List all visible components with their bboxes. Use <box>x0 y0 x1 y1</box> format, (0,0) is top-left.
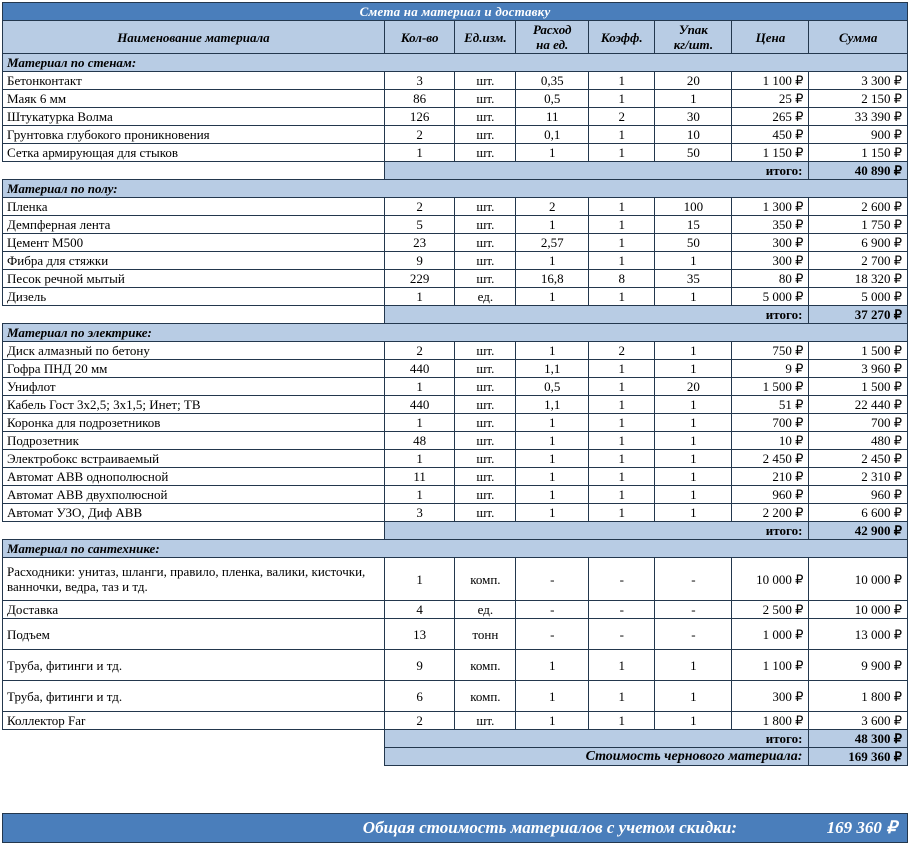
cell-name: Электробокс встраиваемый <box>3 450 385 468</box>
cell-rate: 0,5 <box>516 378 589 396</box>
cell-price: 750 ₽ <box>732 342 809 360</box>
cell-sum: 480 ₽ <box>809 432 908 450</box>
cell-rate: - <box>516 558 589 601</box>
cell-unit: шт. <box>455 378 516 396</box>
table-row <box>3 252 908 270</box>
cell-sum: 960 ₽ <box>809 486 908 504</box>
cell-coef: 2 <box>589 108 655 126</box>
cell-coef: 2 <box>589 342 655 360</box>
cell-coef: 1 <box>589 234 655 252</box>
cell-qty: 1 <box>384 558 455 601</box>
cell-price: 1 150 ₽ <box>732 144 809 162</box>
cell-qty: 3 <box>384 504 455 522</box>
cell-coef: 1 <box>589 360 655 378</box>
cell-qty: 9 <box>384 650 455 681</box>
cell-pack: 1 <box>655 342 732 360</box>
cell-name: Грунтовка глубокого проникновения <box>3 126 385 144</box>
cell-name: Труба, фитинги и тд. <box>3 650 385 681</box>
table-row <box>3 360 908 378</box>
cell-price: 1 800 ₽ <box>732 712 809 730</box>
cell-price: 80 ₽ <box>732 270 809 288</box>
section-header-row <box>3 54 908 72</box>
cell-name: Маяк 6 мм <box>3 90 385 108</box>
cell-price: 960 ₽ <box>732 486 809 504</box>
cell-sum: 1 500 ₽ <box>809 342 908 360</box>
cell-coef: 1 <box>589 468 655 486</box>
table-row <box>3 288 908 306</box>
grand-total-value: 169 360 ₽ <box>826 818 897 837</box>
cell-name: Дизель <box>3 288 385 306</box>
cell-coef: 1 <box>589 72 655 90</box>
cell-pack: 20 <box>655 72 732 90</box>
section-total-label: итого: <box>384 162 809 180</box>
column-header-name: Наименование материала <box>3 21 385 54</box>
table-row <box>3 234 908 252</box>
cell-pack: 1 <box>655 396 732 414</box>
estimate-body <box>3 3 908 766</box>
cell-price: 51 ₽ <box>732 396 809 414</box>
cell-sum: 1 500 ₽ <box>809 378 908 396</box>
cell-name: Труба, фитинги и тд. <box>3 681 385 712</box>
cell-qty: 13 <box>384 619 455 650</box>
cell-rate: 1 <box>516 144 589 162</box>
cell-sum: 1 150 ₽ <box>809 144 908 162</box>
cell-unit: шт. <box>455 414 516 432</box>
cell-coef: 1 <box>589 126 655 144</box>
cell-unit: шт. <box>455 342 516 360</box>
table-row <box>3 450 908 468</box>
cell-qty: 440 <box>384 360 455 378</box>
cell-pack: 15 <box>655 216 732 234</box>
cell-qty: 9 <box>384 252 455 270</box>
cell-unit: шт. <box>455 468 516 486</box>
cell-unit: комп. <box>455 650 516 681</box>
cell-pack: 1 <box>655 252 732 270</box>
cell-pack: 1 <box>655 504 732 522</box>
cell-name: Подъем <box>3 619 385 650</box>
cell-unit: шт. <box>455 504 516 522</box>
table-row <box>3 712 908 730</box>
column-header-qty: Кол-во <box>384 21 455 54</box>
table-title: Смета на материал и доставку <box>3 3 908 21</box>
cell-unit: ед. <box>455 601 516 619</box>
spacer-cell <box>3 162 385 180</box>
section-total-row <box>3 306 908 324</box>
cell-pack: 1 <box>655 288 732 306</box>
table-row <box>3 432 908 450</box>
section-header-row <box>3 540 908 558</box>
cell-rate: 1 <box>516 450 589 468</box>
cell-price: 300 ₽ <box>732 681 809 712</box>
cell-rate: 1,1 <box>516 360 589 378</box>
cell-coef: 1 <box>589 252 655 270</box>
table-row <box>3 342 908 360</box>
cell-qty: 2 <box>384 712 455 730</box>
spacer-cell <box>3 748 385 766</box>
cell-unit: шт. <box>455 108 516 126</box>
section-total-value: 48 300 ₽ <box>809 730 908 748</box>
cell-qty: 1 <box>384 378 455 396</box>
cell-sum: 13 000 ₽ <box>809 619 908 650</box>
spacer-cell <box>3 730 385 748</box>
cell-coef: 1 <box>589 396 655 414</box>
column-header-coef: Коэфф. <box>589 21 655 54</box>
cell-coef: 1 <box>589 712 655 730</box>
cell-unit: шт. <box>455 234 516 252</box>
cell-pack: 30 <box>655 108 732 126</box>
section-total-row <box>3 730 908 748</box>
cell-pack: 1 <box>655 712 732 730</box>
cell-price: 1 100 ₽ <box>732 72 809 90</box>
cell-sum: 2 600 ₽ <box>809 198 908 216</box>
cell-rate: 0,5 <box>516 90 589 108</box>
section-total-label: итого: <box>384 730 809 748</box>
cell-name: Пленка <box>3 198 385 216</box>
cell-qty: 5 <box>384 216 455 234</box>
cell-coef: 1 <box>589 288 655 306</box>
table-row <box>3 144 908 162</box>
cell-unit: комп. <box>455 558 516 601</box>
cell-price: 265 ₽ <box>732 108 809 126</box>
cell-name: Автомат АВВ однополюсной <box>3 468 385 486</box>
spacer-cell <box>3 306 385 324</box>
section-title: Материал по сантехнике: <box>3 540 908 558</box>
section-total-label: итого: <box>384 306 809 324</box>
cell-price: 210 ₽ <box>732 468 809 486</box>
cell-pack: 100 <box>655 198 732 216</box>
spacer-cell <box>3 522 385 540</box>
cell-sum: 3 300 ₽ <box>809 72 908 90</box>
cell-pack: 20 <box>655 378 732 396</box>
cell-sum: 2 150 ₽ <box>809 90 908 108</box>
cell-qty: 440 <box>384 396 455 414</box>
cell-qty: 1 <box>384 414 455 432</box>
cell-qty: 48 <box>384 432 455 450</box>
cell-pack: 50 <box>655 234 732 252</box>
cell-sum: 6 900 ₽ <box>809 234 908 252</box>
cell-unit: шт. <box>455 270 516 288</box>
cell-unit: шт. <box>455 198 516 216</box>
cell-unit: шт. <box>455 712 516 730</box>
cell-name: Коллектор Far <box>3 712 385 730</box>
cell-unit: шт. <box>455 216 516 234</box>
cell-price: 1 500 ₽ <box>732 378 809 396</box>
cell-rate: 1 <box>516 216 589 234</box>
cell-rate: 0,1 <box>516 126 589 144</box>
cell-rate: 1,1 <box>516 396 589 414</box>
table-row <box>3 486 908 504</box>
cell-rate: 1 <box>516 252 589 270</box>
cell-sum: 2 450 ₽ <box>809 450 908 468</box>
cell-pack: 1 <box>655 90 732 108</box>
cell-price: 25 ₽ <box>732 90 809 108</box>
table-row <box>3 681 908 712</box>
cell-pack: 50 <box>655 144 732 162</box>
cell-unit: шт. <box>455 450 516 468</box>
cell-price: 5 000 ₽ <box>732 288 809 306</box>
estimate-sheet <box>0 2 910 847</box>
cell-coef: - <box>589 601 655 619</box>
cell-coef: - <box>589 558 655 601</box>
cell-coef: 1 <box>589 216 655 234</box>
cell-unit: шт. <box>455 90 516 108</box>
cell-coef: 1 <box>589 450 655 468</box>
cell-sum: 1 750 ₽ <box>809 216 908 234</box>
cell-pack: 10 <box>655 126 732 144</box>
cell-name: Бетонконтакт <box>3 72 385 90</box>
cell-rate: 1 <box>516 504 589 522</box>
cell-coef: 1 <box>589 486 655 504</box>
cell-pack: 1 <box>655 468 732 486</box>
cell-sum: 2 700 ₽ <box>809 252 908 270</box>
cell-price: 450 ₽ <box>732 126 809 144</box>
table-title-row <box>3 3 908 21</box>
section-total-row <box>3 522 908 540</box>
cell-name: Кабель Гост 3х2,5; 3х1,5; Инет; ТВ <box>3 396 385 414</box>
cell-name: Демпферная лента <box>3 216 385 234</box>
table-row <box>3 396 908 414</box>
cell-pack: - <box>655 601 732 619</box>
cell-name: Гофра ПНД 20 мм <box>3 360 385 378</box>
cell-rate: 1 <box>516 468 589 486</box>
cell-rate: 1 <box>516 681 589 712</box>
cell-unit: шт. <box>455 432 516 450</box>
cell-name: Расходники: унитаз, шланги, правило, пленка, валики, кисточки, ванночки, ведра, таз и тд. <box>3 558 385 601</box>
cell-coef: 1 <box>589 144 655 162</box>
cell-coef: - <box>589 619 655 650</box>
cell-unit: шт. <box>455 252 516 270</box>
cell-qty: 126 <box>384 108 455 126</box>
cell-pack: 1 <box>655 650 732 681</box>
cell-price: 1 000 ₽ <box>732 619 809 650</box>
cell-rate: 1 <box>516 288 589 306</box>
section-header-row <box>3 180 908 198</box>
cell-coef: 1 <box>589 432 655 450</box>
section-header-row <box>3 324 908 342</box>
cell-qty: 23 <box>384 234 455 252</box>
cell-rate: 1 <box>516 486 589 504</box>
cell-name: Фибра для стяжки <box>3 252 385 270</box>
cell-unit: шт. <box>455 144 516 162</box>
cell-pack: 1 <box>655 360 732 378</box>
cell-coef: 1 <box>589 504 655 522</box>
rough-total-label: Стоимость чернового материала: <box>384 748 809 766</box>
table-row <box>3 198 908 216</box>
table-row <box>3 601 908 619</box>
cell-pack: - <box>655 558 732 601</box>
cell-price: 10 000 ₽ <box>732 558 809 601</box>
cell-price: 10 ₽ <box>732 432 809 450</box>
cell-sum: 700 ₽ <box>809 414 908 432</box>
cell-sum: 6 600 ₽ <box>809 504 908 522</box>
cell-price: 700 ₽ <box>732 414 809 432</box>
cell-qty: 2 <box>384 198 455 216</box>
rough-total-value: 169 360 ₽ <box>809 748 908 766</box>
cell-price: 2 200 ₽ <box>732 504 809 522</box>
table-header-row <box>3 21 908 54</box>
section-total-value: 40 890 ₽ <box>809 162 908 180</box>
cell-rate: 1 <box>516 414 589 432</box>
cell-price: 1 300 ₽ <box>732 198 809 216</box>
cell-pack: 1 <box>655 450 732 468</box>
section-total-value: 37 270 ₽ <box>809 306 908 324</box>
grand-total-banner <box>2 813 908 843</box>
cell-rate: 1 <box>516 650 589 681</box>
column-header-unit: Ед.изм. <box>455 21 516 54</box>
cell-price: 350 ₽ <box>732 216 809 234</box>
section-title: Материал по полу: <box>3 180 908 198</box>
cell-pack: 1 <box>655 681 732 712</box>
table-row <box>3 619 908 650</box>
table-row <box>3 468 908 486</box>
cell-name: Унифлот <box>3 378 385 396</box>
cell-name: Песок речной мытый <box>3 270 385 288</box>
table-row <box>3 504 908 522</box>
section-total-row <box>3 162 908 180</box>
column-header-pack: Упак кг/шт. <box>655 21 732 54</box>
cell-pack: 1 <box>655 432 732 450</box>
cell-pack: 1 <box>655 486 732 504</box>
cell-coef: 1 <box>589 414 655 432</box>
cell-rate: 2 <box>516 198 589 216</box>
cell-name: Диск алмазный по бетону <box>3 342 385 360</box>
cell-coef: 1 <box>589 198 655 216</box>
column-header-price: Цена <box>732 21 809 54</box>
cell-qty: 2 <box>384 126 455 144</box>
cell-unit: шт. <box>455 486 516 504</box>
cell-rate: 16,8 <box>516 270 589 288</box>
cell-unit: тонн <box>455 619 516 650</box>
cell-sum: 33 390 ₽ <box>809 108 908 126</box>
column-header-rate: Расход на ед. <box>516 21 589 54</box>
cell-qty: 1 <box>384 288 455 306</box>
cell-rate: - <box>516 619 589 650</box>
cell-pack: 1 <box>655 414 732 432</box>
cell-qty: 1 <box>384 450 455 468</box>
table-row <box>3 414 908 432</box>
cell-rate: 0,35 <box>516 72 589 90</box>
cell-unit: шт. <box>455 360 516 378</box>
cell-sum: 18 320 ₽ <box>809 270 908 288</box>
cell-price: 2 450 ₽ <box>732 450 809 468</box>
section-total-value: 42 900 ₽ <box>809 522 908 540</box>
cell-name: Цемент М500 <box>3 234 385 252</box>
cell-price: 1 100 ₽ <box>732 650 809 681</box>
cell-sum: 22 440 ₽ <box>809 396 908 414</box>
cell-qty: 4 <box>384 601 455 619</box>
cell-unit: комп. <box>455 681 516 712</box>
cell-qty: 86 <box>384 90 455 108</box>
table-row <box>3 216 908 234</box>
section-title: Материал по стенам: <box>3 54 908 72</box>
cell-name: Автомат АВВ двухполюсной <box>3 486 385 504</box>
cell-rate: 11 <box>516 108 589 126</box>
cell-name: Коронка для подрозетников <box>3 414 385 432</box>
cell-unit: шт. <box>455 72 516 90</box>
cell-sum: 10 000 ₽ <box>809 558 908 601</box>
table-row <box>3 126 908 144</box>
cell-rate: - <box>516 601 589 619</box>
table-row <box>3 108 908 126</box>
cell-pack: - <box>655 619 732 650</box>
grand-total-label: Общая стоимость материалов с учетом скидки: <box>362 818 737 837</box>
cell-sum: 1 800 ₽ <box>809 681 908 712</box>
cell-sum: 5 000 ₽ <box>809 288 908 306</box>
cell-price: 2 500 ₽ <box>732 601 809 619</box>
cell-sum: 10 000 ₽ <box>809 601 908 619</box>
section-total-label: итого: <box>384 522 809 540</box>
cell-coef: 1 <box>589 378 655 396</box>
cell-qty: 1 <box>384 144 455 162</box>
cell-rate: 1 <box>516 712 589 730</box>
table-row <box>3 650 908 681</box>
table-row <box>3 72 908 90</box>
table-row <box>3 270 908 288</box>
cell-qty: 2 <box>384 342 455 360</box>
cell-rate: 1 <box>516 342 589 360</box>
section-title: Материал по электрике: <box>3 324 908 342</box>
cell-sum: 9 900 ₽ <box>809 650 908 681</box>
cell-qty: 3 <box>384 72 455 90</box>
column-header-sum: Сумма <box>809 21 908 54</box>
table-row <box>3 90 908 108</box>
cell-name: Подрозетник <box>3 432 385 450</box>
cell-qty: 229 <box>384 270 455 288</box>
cell-qty: 1 <box>384 486 455 504</box>
cell-name: Доставка <box>3 601 385 619</box>
cell-qty: 11 <box>384 468 455 486</box>
cell-sum: 3 960 ₽ <box>809 360 908 378</box>
cell-sum: 2 310 ₽ <box>809 468 908 486</box>
cell-rate: 2,57 <box>516 234 589 252</box>
cell-price: 300 ₽ <box>732 234 809 252</box>
cell-unit: шт. <box>455 396 516 414</box>
cell-coef: 1 <box>589 90 655 108</box>
cell-unit: шт. <box>455 126 516 144</box>
cell-sum: 3 600 ₽ <box>809 712 908 730</box>
cell-coef: 8 <box>589 270 655 288</box>
table-row <box>3 378 908 396</box>
cell-price: 9 ₽ <box>732 360 809 378</box>
cell-qty: 6 <box>384 681 455 712</box>
cell-name: Сетка армирующая для стыков <box>3 144 385 162</box>
cell-unit: ед. <box>455 288 516 306</box>
rough-total-row <box>3 748 908 766</box>
estimate-table <box>2 2 908 766</box>
table-row <box>3 558 908 601</box>
cell-name: Штукатурка Волма <box>3 108 385 126</box>
cell-price: 300 ₽ <box>732 252 809 270</box>
cell-rate: 1 <box>516 432 589 450</box>
cell-sum: 900 ₽ <box>809 126 908 144</box>
cell-coef: 1 <box>589 650 655 681</box>
cell-name: Автомат УЗО, Диф АВВ <box>3 504 385 522</box>
cell-pack: 35 <box>655 270 732 288</box>
cell-coef: 1 <box>589 681 655 712</box>
